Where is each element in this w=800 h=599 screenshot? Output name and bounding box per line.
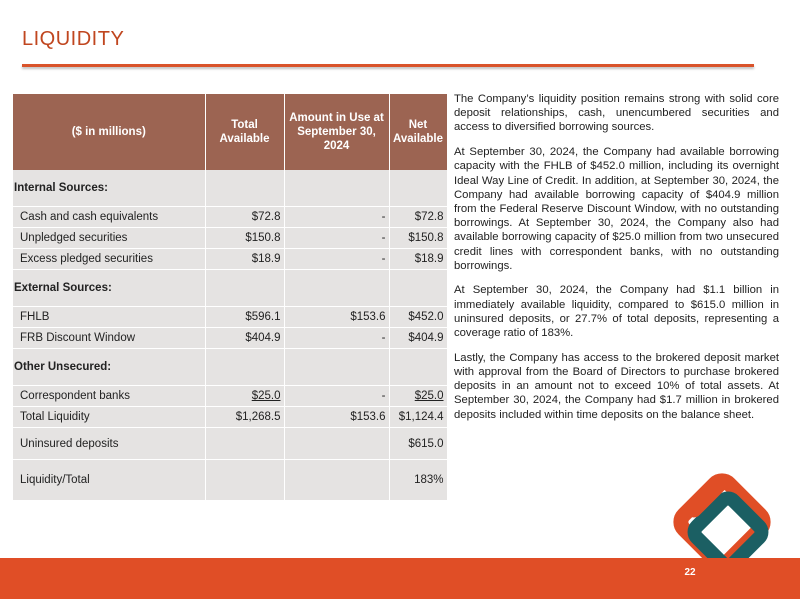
- row-label: External Sources:: [13, 270, 205, 307]
- total-cell: $18.9: [205, 249, 284, 270]
- total-cell: $150.8: [205, 228, 284, 249]
- title-divider: [22, 64, 754, 67]
- row-label: Uninsured deposits: [13, 428, 205, 460]
- total-cell: $404.9: [205, 328, 284, 349]
- net-cell: $404.9: [389, 328, 447, 349]
- row-label: Excess pledged securities: [13, 249, 205, 270]
- in-use-cell: -: [284, 328, 389, 349]
- table-row-total: [13, 407, 447, 428]
- total-cell: [205, 428, 284, 460]
- in-use-cell: -: [284, 386, 389, 407]
- header-net-available: Net Available: [389, 94, 447, 170]
- table-section-row: [13, 170, 447, 207]
- page-title: LIQUIDITY: [22, 28, 125, 50]
- header-total-available: Total Available: [205, 94, 284, 170]
- row-label: Internal Sources:: [13, 170, 205, 207]
- commentary: [454, 92, 779, 432]
- table-row: [13, 460, 447, 501]
- net-cell: $72.8: [389, 207, 447, 228]
- row-label: Correspondent banks: [13, 386, 205, 407]
- liquidity-table: [13, 94, 448, 501]
- table-header-row: [13, 94, 447, 170]
- page-number: 22: [684, 567, 696, 578]
- net-cell: [389, 170, 447, 207]
- table-row: [13, 228, 447, 249]
- paragraph: Lastly, the Company has access to the brokered deposit market with approval from the Board of Directors to purchase brokered deposits in an amount not to exceed 10% of total assets. At September 30, 2024, the Company had $1.7 million in brokered deposits included within time deposits on the balance sheet.: [454, 351, 779, 421]
- total-cell: $1,268.5: [205, 407, 284, 428]
- net-cell: [389, 349, 447, 386]
- row-label: FHLB: [13, 307, 205, 328]
- row-label: Liquidity/Total: [13, 460, 205, 501]
- total-cell: [205, 460, 284, 501]
- total-value: $25.0: [251, 390, 281, 402]
- table-section-row: [13, 349, 447, 386]
- in-use-cell: [284, 349, 389, 386]
- net-cell: $18.9: [389, 249, 447, 270]
- in-use-cell: -: [284, 207, 389, 228]
- total-cell: $596.1: [205, 307, 284, 328]
- net-cell: $1,124.4: [389, 407, 447, 428]
- table-row: [13, 428, 447, 460]
- net-cell: $615.0: [389, 428, 447, 460]
- in-use-cell: [284, 428, 389, 460]
- in-use-cell: -: [284, 228, 389, 249]
- row-label: Unpledged securities: [13, 228, 205, 249]
- net-cell: 183%: [389, 460, 447, 501]
- table-row: [13, 386, 447, 407]
- table-section-row: [13, 270, 447, 307]
- net-cell: [389, 270, 447, 307]
- in-use-cell: [284, 270, 389, 307]
- paragraph: At September 30, 2024, the Company had $1.1 billion in immediately available liquidity, compared to $615.0 million in uninsured deposits, or 27.7% of total deposits, representing a coverage ratio of 183%.: [454, 284, 779, 340]
- total-cell: $72.8: [205, 207, 284, 228]
- net-cell: [389, 386, 447, 407]
- table-row: [13, 249, 447, 270]
- paragraph: The Company’s liquidity position remains strong with solid core deposit relationships, cash, unencumbered securities and access to diversified borrowing sources.: [454, 93, 779, 134]
- total-cell: [205, 170, 284, 207]
- net-value: $25.0: [414, 390, 444, 402]
- header-amount-in-use: Amount in Use at September 30, 2024: [284, 94, 389, 170]
- in-use-cell: [284, 460, 389, 501]
- header-units: ($ in millions): [13, 94, 205, 170]
- table-row: [13, 307, 447, 328]
- net-cell: $452.0: [389, 307, 447, 328]
- net-cell: $150.8: [389, 228, 447, 249]
- in-use-cell: [284, 170, 389, 207]
- row-label: FRB Discount Window: [13, 328, 205, 349]
- row-label: Other Unsecured:: [13, 349, 205, 386]
- total-cell: [205, 349, 284, 386]
- footer-bar: [0, 558, 800, 599]
- paragraph: At September 30, 2024, the Company had available borrowing capacity with the FHLB of $452.0 million, including its overnight Ideal Way Line of Credit. In addition, at September 30, 2024, the Company had available borrowing capacity of $404.9 million from the Federal Reserve Discount Window, with no outstanding borrowings. At September 30, 2024, the Company also had available borrowing capacity of $25.0 million from two unsecured credit lines with correspondent banks, with no outstanding borrowings.: [454, 146, 779, 272]
- row-label: Total Liquidity: [13, 407, 205, 428]
- in-use-cell: $153.6: [284, 307, 389, 328]
- row-label: Cash and cash equivalents: [13, 207, 205, 228]
- total-cell: [205, 270, 284, 307]
- table-row: [13, 328, 447, 349]
- total-cell: [205, 386, 284, 407]
- in-use-cell: $153.6: [284, 407, 389, 428]
- table-row: [13, 207, 447, 228]
- in-use-cell: -: [284, 249, 389, 270]
